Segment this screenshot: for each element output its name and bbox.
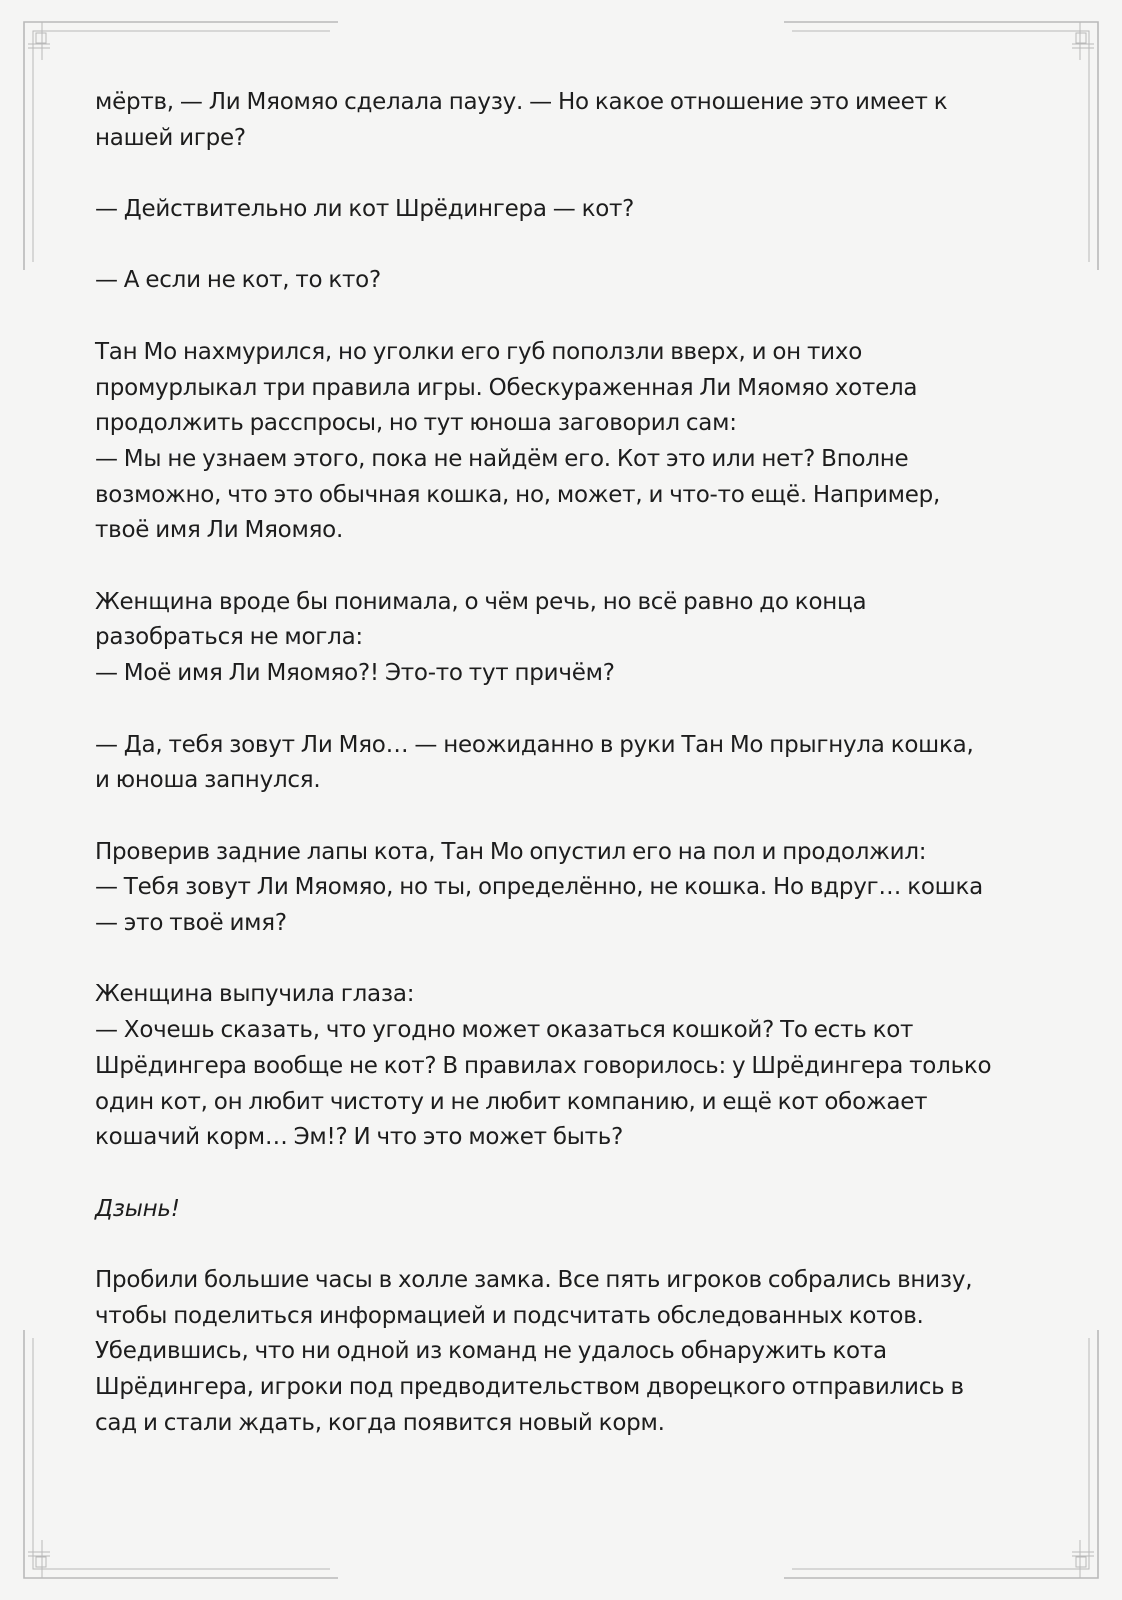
text-line: твоё имя Ли Мяомяо. <box>95 517 344 544</box>
text-line: — Моё имя Ли Мяомяо?! Это-то тут причём? <box>95 660 615 687</box>
text-line: — Мы не узнаем этого, пока не найдём его. Кот это или нет? Вполне <box>95 445 909 472</box>
text-line: и юноша запнулся. <box>95 767 321 794</box>
text-line: Пробили большие часы в холле замка. Все пять игроков собрались внизу, <box>95 1267 973 1294</box>
text-line: Шрёдингера, игроки под предводительством дворецкого отправились в <box>95 1374 964 1401</box>
paragraph <box>95 335 1030 549</box>
paragraph <box>95 977 1030 1156</box>
paragraph <box>95 192 1030 228</box>
paragraph-italic <box>95 1192 1030 1228</box>
text-line: — Действительно ли кот Шрёдингера — кот? <box>95 196 635 223</box>
text-line: Женщина вроде бы понимала, о чём речь, но всё равно до конца <box>95 588 867 615</box>
text-line: Тан Мо нахмурился, но уголки его губ поползли вверх, и он тихо <box>95 338 863 365</box>
paragraph <box>95 728 1030 799</box>
body-text <box>95 85 1030 1477</box>
text-line: кошачий корм… Эм!? И что это может быть? <box>95 1124 624 1151</box>
paragraph <box>95 585 1030 692</box>
paragraph <box>95 835 1030 942</box>
text-line: — Хочешь сказать, что угодно может оказаться кошкой? То есть кот <box>95 1017 914 1044</box>
text-line: нашей игре? <box>95 124 246 151</box>
text-line: мёртв, — Ли Мяомяо сделала паузу. — Но какое отношение это имеет к <box>95 89 948 115</box>
text-line: один кот, он любит чистоту и не любит компанию, и ещё кот обожает <box>95 1088 928 1115</box>
text-line: чтобы поделиться информацией и подсчитать обследованных котов. <box>95 1302 924 1329</box>
text-line: — Тебя зовут Ли Мяомяо, но ты, определённо, не кошка. Но вдруг… кошка <box>95 874 983 901</box>
text-line: разобраться не могла: <box>95 624 363 651</box>
text-line: Дзынь! <box>95 1195 180 1222</box>
text-line: — это твоё имя? <box>95 910 287 937</box>
text-line: сад и стали ждать, когда появится новый корм. <box>95 1409 665 1436</box>
text-line: Женщина выпучила глаза: <box>95 981 415 1008</box>
text-line: Убедившись, что ни одной из команд не удалось обнаружить кота <box>95 1338 887 1365</box>
text-line: промурлыкал три правила игры. Обескураженная Ли Мяомяо хотела <box>95 374 918 401</box>
text-line: возможно, что это обычная кошка, но, может, и что-то ещё. Например, <box>95 481 941 508</box>
text-line: Проверив задние лапы кота, Тан Мо опустил его на пол и продолжил: <box>95 838 927 865</box>
paragraph <box>95 263 1030 299</box>
text-line: — А если не кот, то кто? <box>95 267 381 294</box>
paragraph <box>95 85 1030 156</box>
text-line: — Да, тебя зовут Ли Мяо… — неожиданно в руки Тан Мо прыгнула кошка, <box>95 731 974 758</box>
text-line: Шрёдингера вообще не кот? В правилах говорилось: у Шрёдингера только <box>95 1052 992 1079</box>
paragraph <box>95 1263 1030 1442</box>
text-line: продолжить расспросы, но тут юноша заговорил сам: <box>95 410 737 437</box>
